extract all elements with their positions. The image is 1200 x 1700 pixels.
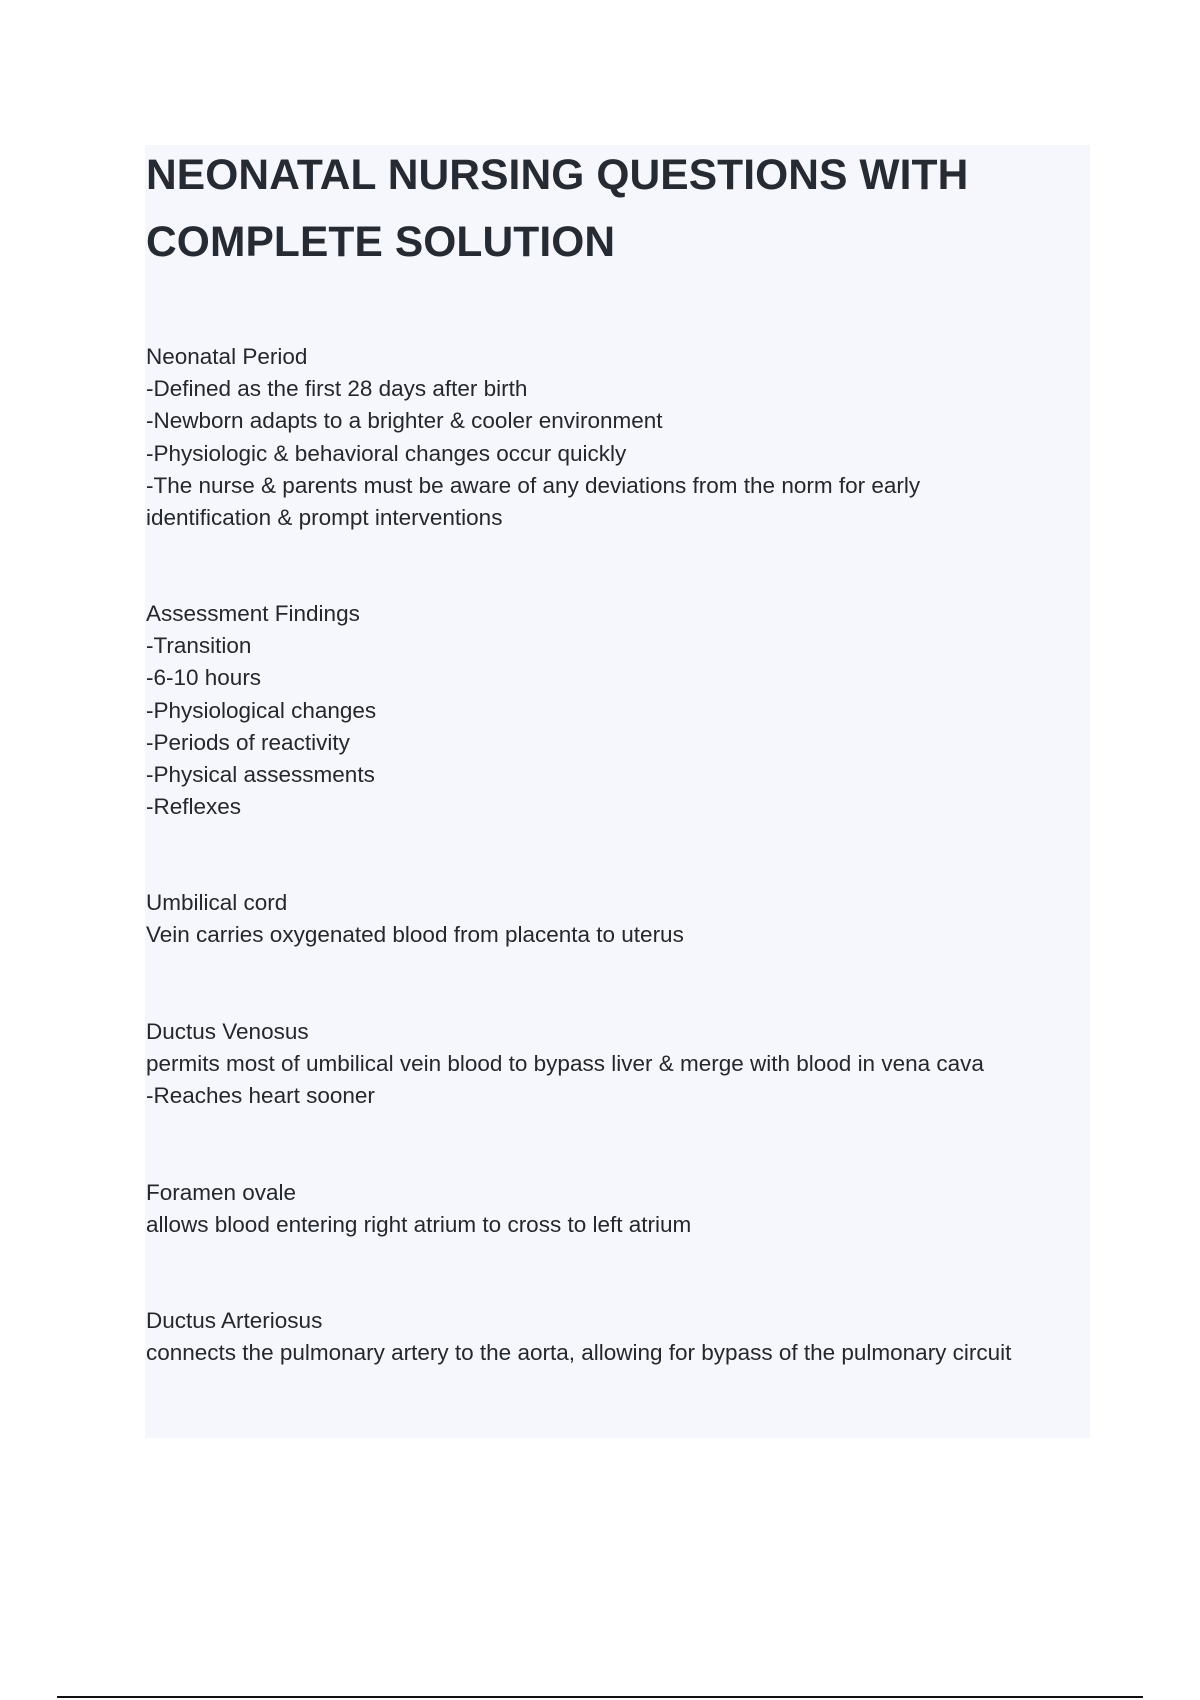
section-line: -Newborn adapts to a brighter & cooler environment: [146, 408, 663, 434]
section-neonatal-period: [146, 341, 1086, 534]
footer-divider: [57, 1696, 1143, 1698]
document-title-line-1: NEONATAL NURSING QUESTIONS WITH: [146, 152, 969, 199]
section-line: allows blood entering right atrium to cross to left atrium: [146, 1212, 692, 1238]
section-umbilical-cord: [146, 887, 1086, 951]
section-line: -Periods of reactivity: [146, 729, 350, 755]
section-line: -Reflexes: [146, 794, 242, 820]
section-line: -Physiological changes: [146, 697, 377, 723]
section-line: Vein carries oxygenated blood from placenta to uterus: [146, 922, 684, 948]
section-ductus-venosus: [146, 1016, 1086, 1113]
document-title: [146, 142, 1086, 276]
section-line: -Reaches heart sooner: [146, 1083, 375, 1109]
section-heading: Ductus Arteriosus: [146, 1308, 323, 1333]
section-heading: Ductus Venosus: [146, 1019, 309, 1044]
section-line: -Defined as the first 28 days after birth: [146, 376, 528, 402]
section-foramen-ovale: [146, 1177, 1086, 1241]
section-line: -Transition: [146, 633, 252, 659]
document-title-line-2: COMPLETE SOLUTION: [146, 219, 616, 266]
section-line: identification & prompt interventions: [146, 505, 503, 531]
section-line: -6-10 hours: [146, 665, 262, 691]
section-line: -Physical assessments: [146, 762, 375, 788]
section-line: -The nurse & parents must be aware of any deviations from the norm for early: [146, 472, 921, 498]
section-assessment-findings: [146, 598, 1086, 823]
section-heading: Assessment Findings: [146, 601, 360, 626]
section-line: connects the pulmonary artery to the aorta, allowing for bypass of the pulmonary circuit: [146, 1340, 1012, 1366]
section-ductus-arteriosus: [146, 1305, 1086, 1369]
section-heading: Umbilical cord: [146, 890, 288, 915]
section-heading: Neonatal Period: [146, 344, 308, 369]
section-line: permits most of umbilical vein blood to bypass liver & merge with blood in vena cava: [146, 1051, 984, 1077]
section-line: -Physiologic & behavioral changes occur quickly: [146, 440, 627, 466]
section-heading: Foramen ovale: [146, 1180, 297, 1205]
